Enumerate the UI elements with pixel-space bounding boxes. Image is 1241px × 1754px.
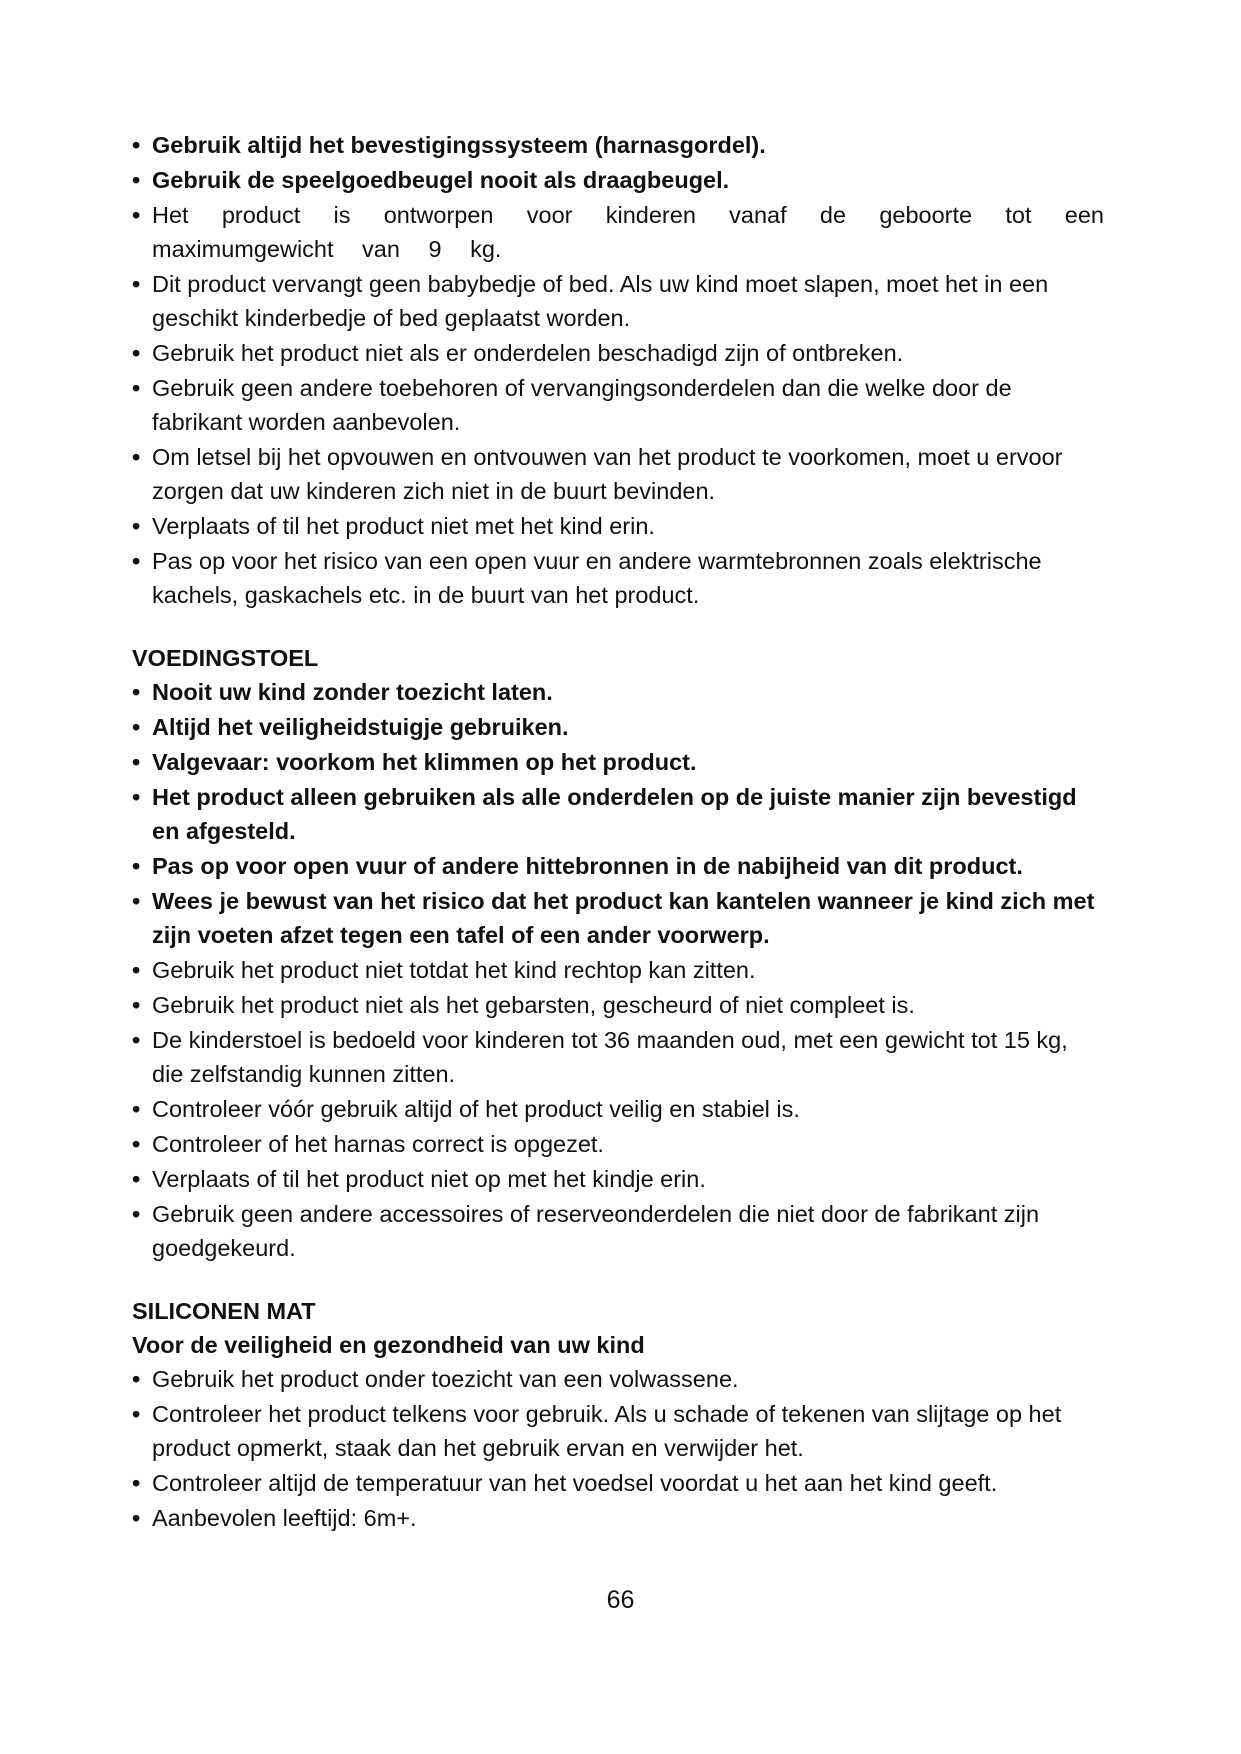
list-item: • Controleer vóór gebruik altijd of het product veilig en stabiel is. [132, 1092, 1104, 1126]
section-subtitle: Voor de veiligheid en gezondheid van uw kind [132, 1332, 645, 1358]
list-item: • De kinderstoel is bedoeld voor kinderen tot 36 maanden oud, met een gewicht tot 15 kg, die zelfstandig kunnen zitten. [132, 1023, 1104, 1091]
list-item: • Gebruik altijd het bevestigingssysteem (harnasgordel). [132, 128, 1104, 162]
list-item: • Controleer altijd de temperatuur van het voedsel voordat u het aan het kind geeft. [132, 1466, 1104, 1500]
list-item: • Gebruik geen andere accessoires of reserveonderdelen die niet door de fabrikant zijn goedgekeurd. [132, 1197, 1104, 1265]
section-title-voedingstoel: VOEDINGSTOEL [132, 645, 319, 671]
list-item: • Verplaats of til het product niet op met het kindje erin. [132, 1162, 1104, 1196]
siliconen-mat-list [132, 1362, 1104, 1535]
list-item: • Pas op voor het risico van een open vuur en andere warmtebronnen zoals elektrische kachels, gaskachels etc. in de buurt van het product. [132, 544, 1104, 612]
voedingstoel-list [132, 675, 1104, 1265]
list-item: • Valgevaar: voorkom het klimmen op het product. [132, 745, 1104, 779]
list-item: • Verplaats of til het product niet met het kind erin. [132, 509, 1104, 543]
page-content [132, 128, 1104, 1536]
list-item: • Om letsel bij het opvouwen en ontvouwen van het product te voorkomen, moet u ervoor zorgen dat uw kinderen zich niet in de buurt bevinden. [132, 440, 1104, 508]
list-item: • Gebruik het product niet als het gebarsten, gescheurd of niet compleet is. [132, 988, 1104, 1022]
section-title-siliconen-mat: SILICONEN MAT [132, 1298, 316, 1324]
list-item: • Controleer het product telkens voor gebruik. Als u schade of tekenen van slijtage op het product opmerkt, staak dan het gebruik ervan en verwijder het. [132, 1397, 1104, 1465]
list-item: • Gebruik de speelgoedbeugel nooit als draagbeugel. [132, 163, 1104, 197]
list-item: • Gebruik het product niet totdat het kind rechtop kan zitten. [132, 953, 1104, 987]
list-item: • Gebruik geen andere toebehoren of vervangingsonderdelen dan die welke door de fabrikant worden aanbevolen. [132, 371, 1104, 439]
list-item: • Nooit uw kind zonder toezicht laten. [132, 675, 1104, 709]
list-item: • Het product is ontworpen voor kinderen vanaf de geboorte tot een maximumgewicht van 9 kg. [132, 198, 1104, 266]
list-item: • Dit product vervangt geen babybedje of bed. Als uw kind moet slapen, moet het in een geschikt kinderbedje of bed geplaatst worden. [132, 267, 1104, 335]
list-item: • Altijd het veiligheidstuigje gebruiken. [132, 710, 1104, 744]
page-number: 66 [606, 1586, 635, 1614]
list-item: • Het product alleen gebruiken als alle onderdelen op de juiste manier zijn bevestigd en afgesteld. [132, 780, 1104, 848]
list-item: • Controleer of het harnas correct is opgezet. [132, 1127, 1104, 1161]
list-item: • Wees je bewust van het risico dat het product kan kantelen wanneer je kind zich met zijn voeten afzet tegen een tafel of een ander voorwerp. [132, 884, 1104, 952]
intro-warnings-list [132, 128, 1104, 612]
list-item: • Gebruik het product onder toezicht van een volwassene. [132, 1362, 1104, 1396]
list-item: • Gebruik het product niet als er onderdelen beschadigd zijn of ontbreken. [132, 336, 1104, 370]
list-item: • Aanbevolen leeftijd: 6m+. [132, 1501, 1104, 1535]
list-item: • Pas op voor open vuur of andere hittebronnen in de nabijheid van dit product. [132, 849, 1104, 883]
